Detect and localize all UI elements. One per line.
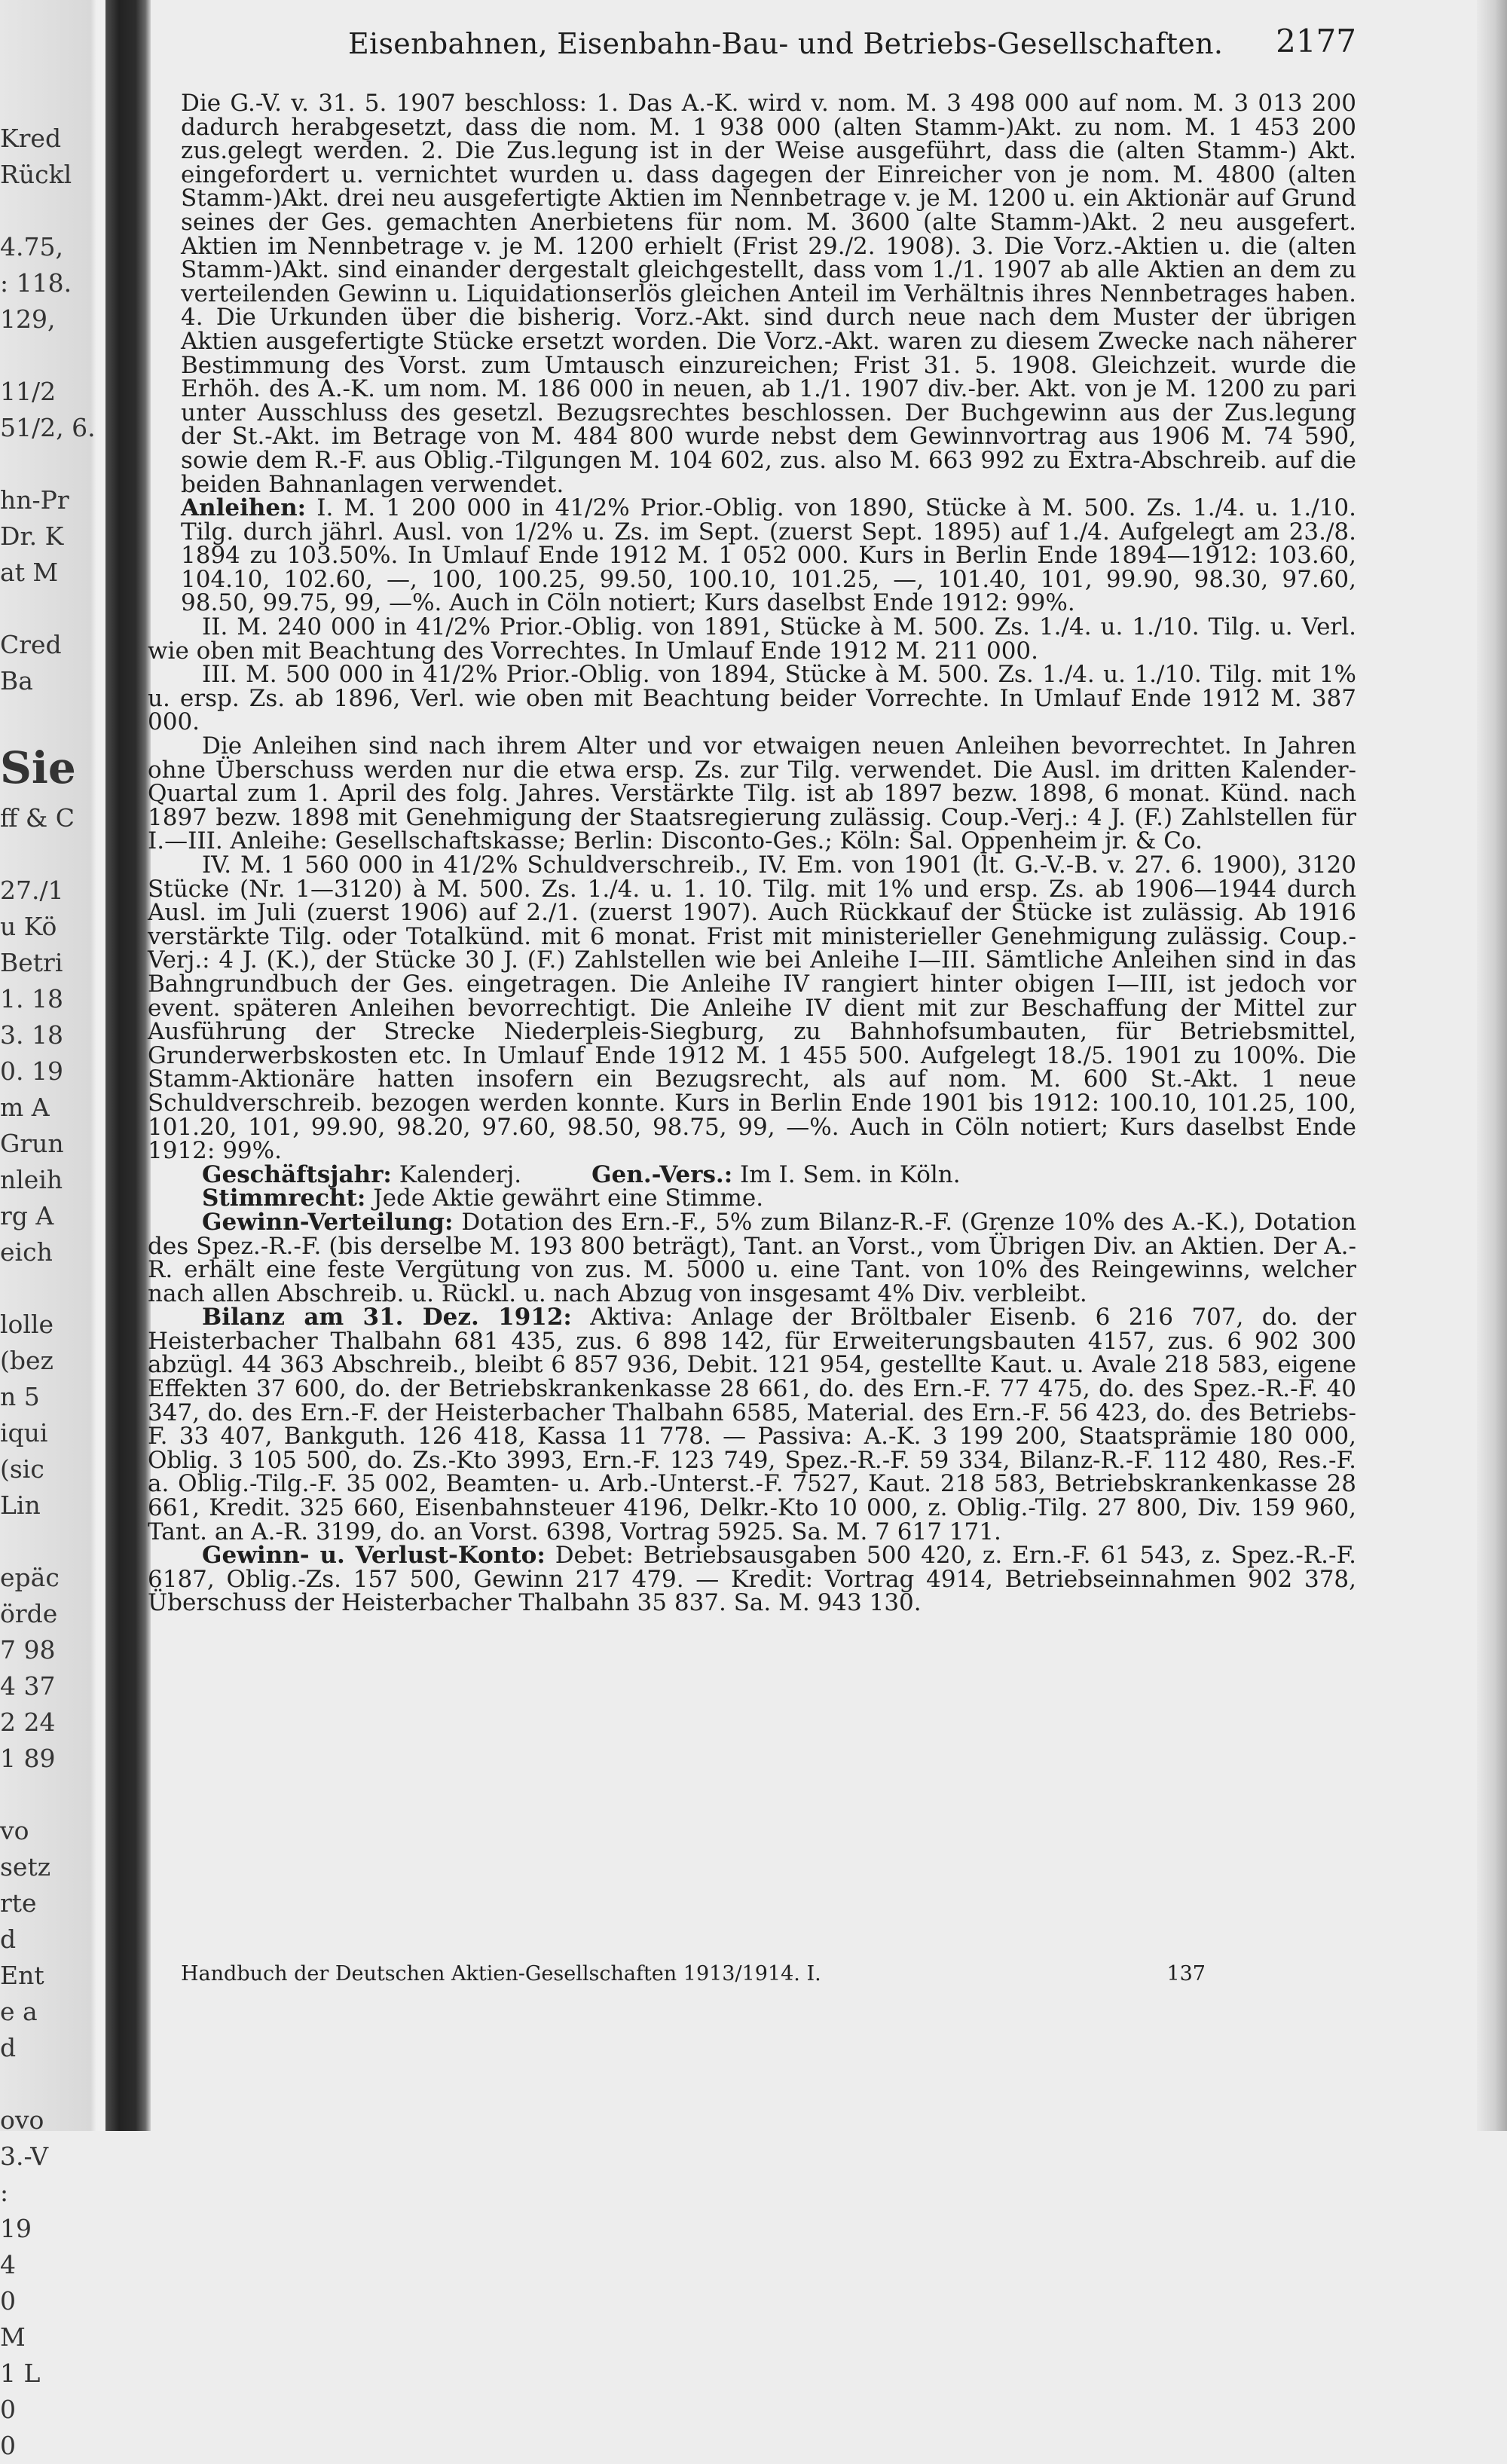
section-heading: Anleihen:: [181, 494, 307, 522]
paragraph: [148, 663, 1356, 735]
paragraph-text: Aktiva: Anlage der Bröltbaler Eisenb. 6 216 707, do. der Heisterbacher Thalbahn 681 435, zus. 6 898 142, für Erweiterungsbauten 4157, zus. 6 902 300 abzügl. 44 363 Abschreib., bleibt 6 857 936, Debit. 121 954, gestellte Kaut. u. Avale 218 583, eigene Effekten 37 600, do. der Betriebskrankenkasse 28 661, do. des Ern.-F. 77 475, do. des Spez.-R.-F. 40 347, do. des Ern.-F. der Heisterbacher Thalbahn 6585, Material. des Ern.-F. 56 423, do. des Betriebs-F. 33 407, Bankguth. 126 418, Kassa 11 778. — Passiva: A.-K. 3 199 200, Staatsprämie 180 000, Oblig. 3 105 500, do. Zs.-Kto 3993, Ern.-F. 123 749, Spez.-R.-F. 59 334, Bilanz-R.-F. 112 480, Res.-F. a. Oblig.-Tilg.-F. 35 002, Beamten- u. Arb.-Unterst.-F. 7527, Kaut. 218 583, Betriebskrankenkasse 28 661, Kredit. 325 660, Eisenbahnsteuer 4196, Delkr.-Kto 10 000, z. Oblig.-Tilg. 27 800, Div. 159 960, Tant. an A.-R. 3199, do. an Vorst. 6398, Vortrag 5925. Sa. M. 7 617 171.: [148, 1304, 1356, 1545]
prev-page-fragment: rte: [0, 1888, 37, 1918]
prev-page-fragment: at M: [0, 558, 59, 587]
paragraph: [148, 1306, 1356, 1544]
prev-page-fragment: (sic: [0, 1454, 44, 1484]
paragraph-text: I. M. 1 200 000 in 41/2% Prior.-Oblig. von 1890, Stücke à M. 500. Zs. 1./4. u. 1./10. Tilg. durch jährl. Ausl. von 1/2% u. Zs. im Sept. (zuerst Sept. 1895) auf 1./4. Aufgelegt am 23./8. 1894 zu 103.50%. In Umlauf Ende 1912 M. 1 052 000. Kurs in Berlin Ende 1894—1912: 103.60, 104.10, 102.60, —, 100, 100.25, 99.50, 100.10, 101.25, —, 101.40, 101, 99.90, 98.30, 97.60, 98.50, 99.75, 99, —%. Auch in Cöln notiert; Kurs daselbst Ende 1912: 99%.: [181, 494, 1356, 617]
prev-page-fragment: 1 89: [0, 1744, 56, 1773]
prev-page-fragment: Cred: [0, 630, 62, 659]
prev-page-fragment: hn-Pr: [0, 485, 69, 515]
prev-page-fragment: 4.75,: [0, 232, 63, 261]
prev-page-fragment: örde: [0, 1599, 58, 1628]
paragraph: [148, 1160, 1356, 1188]
prev-page-fragment: :: [0, 2178, 9, 2207]
prev-page-fragment: ovo: [0, 2105, 44, 2135]
prev-page-fragment: [0, 1777, 102, 1813]
prev-page-fragment: d: [0, 1924, 17, 1954]
prev-page-fragment: iqui: [0, 1418, 48, 1448]
prev-page-fragment: [0, 836, 102, 873]
prev-page-fragment: 51/2, 6.: [0, 413, 96, 442]
prev-page-fragment: e a: [0, 1997, 38, 2026]
prev-page-fragment: [0, 699, 102, 735]
prev-page-fragment: u Kö: [0, 912, 57, 941]
footer-publication: Handbuch der Deutschen Aktien-Gesellschaften 1913/1914. I.: [181, 1962, 821, 1986]
paragraph-text: Im I. Sem. in Köln.: [740, 1160, 961, 1188]
prev-page-fragment: 7 98: [0, 1635, 56, 1665]
prev-page-fragment: Betri: [0, 948, 63, 977]
prev-page-fragment: Lin: [0, 1490, 41, 1520]
paragraph: [148, 1208, 1356, 1307]
prev-page-fragment: 4: [0, 2250, 16, 2279]
paragraph: [148, 851, 1356, 1165]
prev-page-fragment: Kred: [0, 124, 62, 153]
prev-page-fragment: [0, 446, 102, 482]
prev-page-fragment: nleih: [0, 1165, 63, 1194]
prev-page-fragment: [0, 591, 102, 627]
section-heading: Gewinn- u. Verlust-Konto:: [202, 1542, 546, 1570]
prev-page-fragment: 0: [0, 2431, 16, 2460]
running-title: Eisenbahnen, Eisenbahn-Bau- und Betriebs-Gesellschaften.: [348, 27, 1224, 60]
page-edge-shadow: [1477, 0, 1507, 2131]
prev-page-fragment: Dr. K: [0, 521, 64, 551]
prev-page-fragment: 4 37: [0, 1671, 56, 1701]
paragraph: [148, 732, 1356, 855]
prev-page-fragment: setz: [0, 1852, 51, 1882]
prev-page-fragment: M: [0, 2322, 26, 2352]
section-heading: Stimmrecht:: [202, 1185, 366, 1212]
paragraph-text: IV. M. 1 560 000 in 41/2% Schuldverschreib., IV. Em. von 1901 (lt. G.-V.-B. v. 27. 6. 1900), 3120 Stücke (Nr. 1—3120) à M. 500. Zs. 1./4. u. 1. 10. Tilg. mit 1% und ersp. Zs. ab 1906—1944 durch Ausl. im Juli (zuerst 1906) auf 2./1. (zuerst 1907). Auch Rückkauf der Stücke ist zulässig. Ab 1916 verstärkte Tilg. oder Totalkünd. mit 6 monat. Frist mit ministerieller Genehmigung zulässig. Coup.-Verj.: 4 J. (K.), der Stücke 30 J. (F.) Zahlstellen wie bei Anleihe I—III. Sämtliche Anleihen sind in das Bahngrundbuch der Ges. eingetragen. Die Anleihe IV rangiert hinter obigen I—III, ist jedoch vor event. späteren Anleihen bevorrechtigt. Die Anleihe IV dient mit zur Beschaffung der Mittel zur Ausführung der Strecke Niederpleis-Siegburg, zu Bahnhofsumbauten, für Betriebsmittel, Grunderwerbskosten etc. In Umlauf Ende 1912 M. 1 455 500. Aufgelegt 18./5. 1901 zu 100%. Die Stamm-Aktionäre hatten insofern ein Bezugsrecht, als auf nom. M. 600 St.-Akt. 1 neue Schuldverschreib. bezogen werden konnte. Kurs in Berlin Ende 1901 bis 1912: 100.10, 101.25, 100, 101.20, 101, 99.90, 98.20, 97.60, 98.50, 98.75, 99, —%. Auch in Cöln notiert; Kurs daselbst Ende 1912: 99%.: [148, 851, 1356, 1165]
prev-page-fragment: Ba: [0, 666, 33, 695]
paragraph-text: Dotation des Ern.-F., 5% zum Bilanz-R.-F. (Grenze 10% des A.-K.), Dotation des Spez.-R.-F. (bis derselbe M. 193 800 beträgt), Tant. an Vorst., vom Übrigen Div. an Aktien. Der A.-R. erhält eine feste Vergütung von zus. M. 5000 u. eine Tant. von 10% des Reingewinns, welcher nach allen Abschreib. u. Rückl. u. nach Abzug von insgesamt 4% Div. verbleibt.: [148, 1208, 1356, 1307]
paragraph-text: Debet: Betriebsausgaben 500 420, z. Ern.-F. 61 543, z. Spez.-R.-F. 6187, Oblig.-Zs. 157 500, Gewinn 217 479. — Kredit: Vortrag 4914, Betriebseinnahmen 902 378, Überschuss der Heisterbacher Thalbahn 35 837. Sa. M. 943 130.: [148, 1542, 1357, 1617]
prev-page-fragment: : 118.: [0, 268, 72, 298]
prev-page-fragment: 11/2: [0, 377, 57, 406]
paragraph: [148, 92, 1356, 497]
running-header: [148, 23, 1356, 75]
prev-page-fragment: d: [0, 2033, 17, 2062]
paragraph-text: II. M. 240 000 in 41/2% Prior.-Oblig. von 1891, Stücke à M. 500. Zs. 1./4. u. 1./10. Tilg. u. Verl. wie oben mit Beachtung des Vorrechtes. In Umlauf Ende 1912 M. 211 000.: [148, 613, 1356, 665]
prev-page-fragment: 1 L: [0, 2359, 41, 2388]
page-number: 2177: [1276, 23, 1356, 60]
section-heading: Gen.-Vers.:: [591, 1160, 733, 1188]
paragraph-text: Die Anleihen sind nach ihrem Alter und vor etwaigen neuen Anleihen bevorrechtet. In Jahren ohne Überschuss werden nur die etwa ersp. Zs. zur Tilg. verwendet. Die Ausl. im dritten Kalender-Quartal zum 1. April des folg. Jahres. Verstärkte Tilg. ist ab 1897 bezw. 1898, 6 monat. Künd. nach 1897 bezw. 1898 mit Genehmigung der Staatsregierung zulässig. Coup.-Verj.: 4 J. (F.) Zahlstellen für I.—III. Anleihe: Gesellschaftskasse; Berlin: Disconto-Ges.; Köln: Sal. Oppenheim jr. & Co.: [148, 732, 1356, 855]
previous-page-fragments: [0, 121, 102, 2464]
section-heading: Gewinn-Verteilung:: [202, 1208, 454, 1236]
paragraph-text: Jede Aktie gewährt eine Stimme.: [373, 1185, 764, 1212]
paragraph: [148, 613, 1356, 665]
prev-page-fragment: vo: [0, 1816, 29, 1845]
section-heading: Geschäftsjahr:: [202, 1160, 392, 1188]
prev-page-fragment: eich: [0, 1237, 53, 1267]
prev-page-fragment: ff & C: [0, 803, 75, 833]
prev-page-fragment: 19: [0, 2214, 32, 2243]
prev-page-fragment: rg A: [0, 1201, 54, 1230]
prev-page-fragment: [0, 2066, 102, 2102]
prev-page-fragment: m A: [0, 1093, 50, 1122]
prev-page-fragment: Ent: [0, 1961, 44, 1990]
article-body: [148, 92, 1356, 1616]
prev-page-fragment: epäc: [0, 1563, 60, 1592]
prev-page-fragment: Grun: [0, 1129, 64, 1158]
prev-page-fragment: (bez: [0, 1346, 53, 1375]
paragraph: [148, 1187, 1356, 1211]
paragraph-text: III. M. 500 000 in 41/2% Prior.-Oblig. von 1894, Stücke à M. 500. Zs. 1./4. u. 1./10. Tilg. mit 1% u. ersp. Zs. ab 1896, Verl. wie oben mit Beachtung beider Vorrechte. In Umlauf Ende 1912 M. 387 000.: [148, 661, 1356, 736]
prev-page-fragment: n 5: [0, 1382, 40, 1411]
prev-page-fragment: [0, 193, 102, 229]
section-heading: Bilanz am 31. Dez. 1912:: [202, 1304, 572, 1331]
prev-page-fragment: [0, 1524, 102, 1560]
prev-page-fragment: 2 24: [0, 1707, 56, 1737]
prev-page-fragment: 0: [0, 2395, 16, 2424]
prev-page-fragment: [0, 338, 102, 374]
prev-page-fragment: 3. 18: [0, 1020, 63, 1050]
paragraph-text: Die G.-V. v. 31. 5. 1907 beschloss: 1. Das A.-K. wird v. nom. M. 3 498 000 auf nom. M. 3 013 200 dadurch herabgesetzt, dass die nom. M. 1 938 000 (alten Stamm-)Akt. zu nom. M. 1 453 200 zus.gelegt werden. 2. Die Zus.legung ist in der Weise ausgeführt, dass die (alten Stamm-) Akt. eingefordert u. vernichtet wurden u. dass dagegen der Einreicher von je nom. M. 4800 (alten Stamm-)Akt. drei neu ausgefertigte Aktien im Nennbetrage v. je M. 1200 u. ein Aktionär auf Grund seines der Ges. gemachten Anerbietens für nom. M. 3600 (alte Stamm-)Akt. 2 neu ausgefert. Aktien im Nennbetrage v. je M. 1200 erhielt (Frist 29./2. 1908). 3. Die Vorz.-Aktien u. die (alten Stamm-)Akt. sind einander dergestalt gleichgestellt, dass vom 1./1. 1907 ab alle Aktien an dem zu verteilenden Gewinn u. Liquidationserlös gleichen Anteil im Verhältnis ihres Nennbetrages haben. 4. Die Urkunden über die bisherig. Vorz.-Akt. sind durch neue nach dem Muster der übrigen Aktien ausgefertigte Stücke ersetzt worden. Die Vorz.-Akt. waren zu diesem Zwecke nach näherer Bestimmung des Vorst. zum Umtausch einzureichen; Frist 31. 5. 1908. Gleichzeit. wurde die Erhöh. des A.-K. um nom. M. 186 000 in neuen, ab 1./1. 1907 div.-ber. Akt. von je M. 1200 zu pari unter Ausschluss des gesetzl. Bezugsrechtes beschlossen. Der Buchgewinn aus der Zus.legung der St.-Akt. im Betrage von M. 484 800 wurde nebst dem Gewinnvortrag aus 1906 M. 74 590, sowie dem R.-F. aus Oblig.-Tilgungen M. 104 602, zus. also M. 663 992 zu Extra-Abschreib. auf die beiden Bahnanlagen verwendet.: [181, 90, 1356, 498]
prev-page-fragment: 0: [0, 2286, 16, 2316]
page: [148, 23, 1356, 2117]
paragraph-text: Kalenderj.: [399, 1160, 522, 1188]
prev-page-fragment: 27./1: [0, 876, 64, 905]
prev-page-fragment: 3.-V: [0, 2141, 49, 2171]
prev-page-fragment: Sie: [0, 742, 76, 793]
prev-page-fragment: Rückl: [0, 160, 72, 189]
prev-page-fragment: 129,: [0, 304, 56, 334]
paragraph: [148, 494, 1356, 617]
prev-page-fragment: [0, 1270, 102, 1307]
prev-page-fragment: 1. 18: [0, 984, 63, 1013]
page-footer: [181, 1962, 1206, 1992]
paragraph: [148, 1544, 1356, 1616]
prev-page-fragment: lolle: [0, 1310, 54, 1339]
footer-signature: 137: [1166, 1962, 1206, 1986]
prev-page-fragment: 0. 19: [0, 1056, 63, 1086]
